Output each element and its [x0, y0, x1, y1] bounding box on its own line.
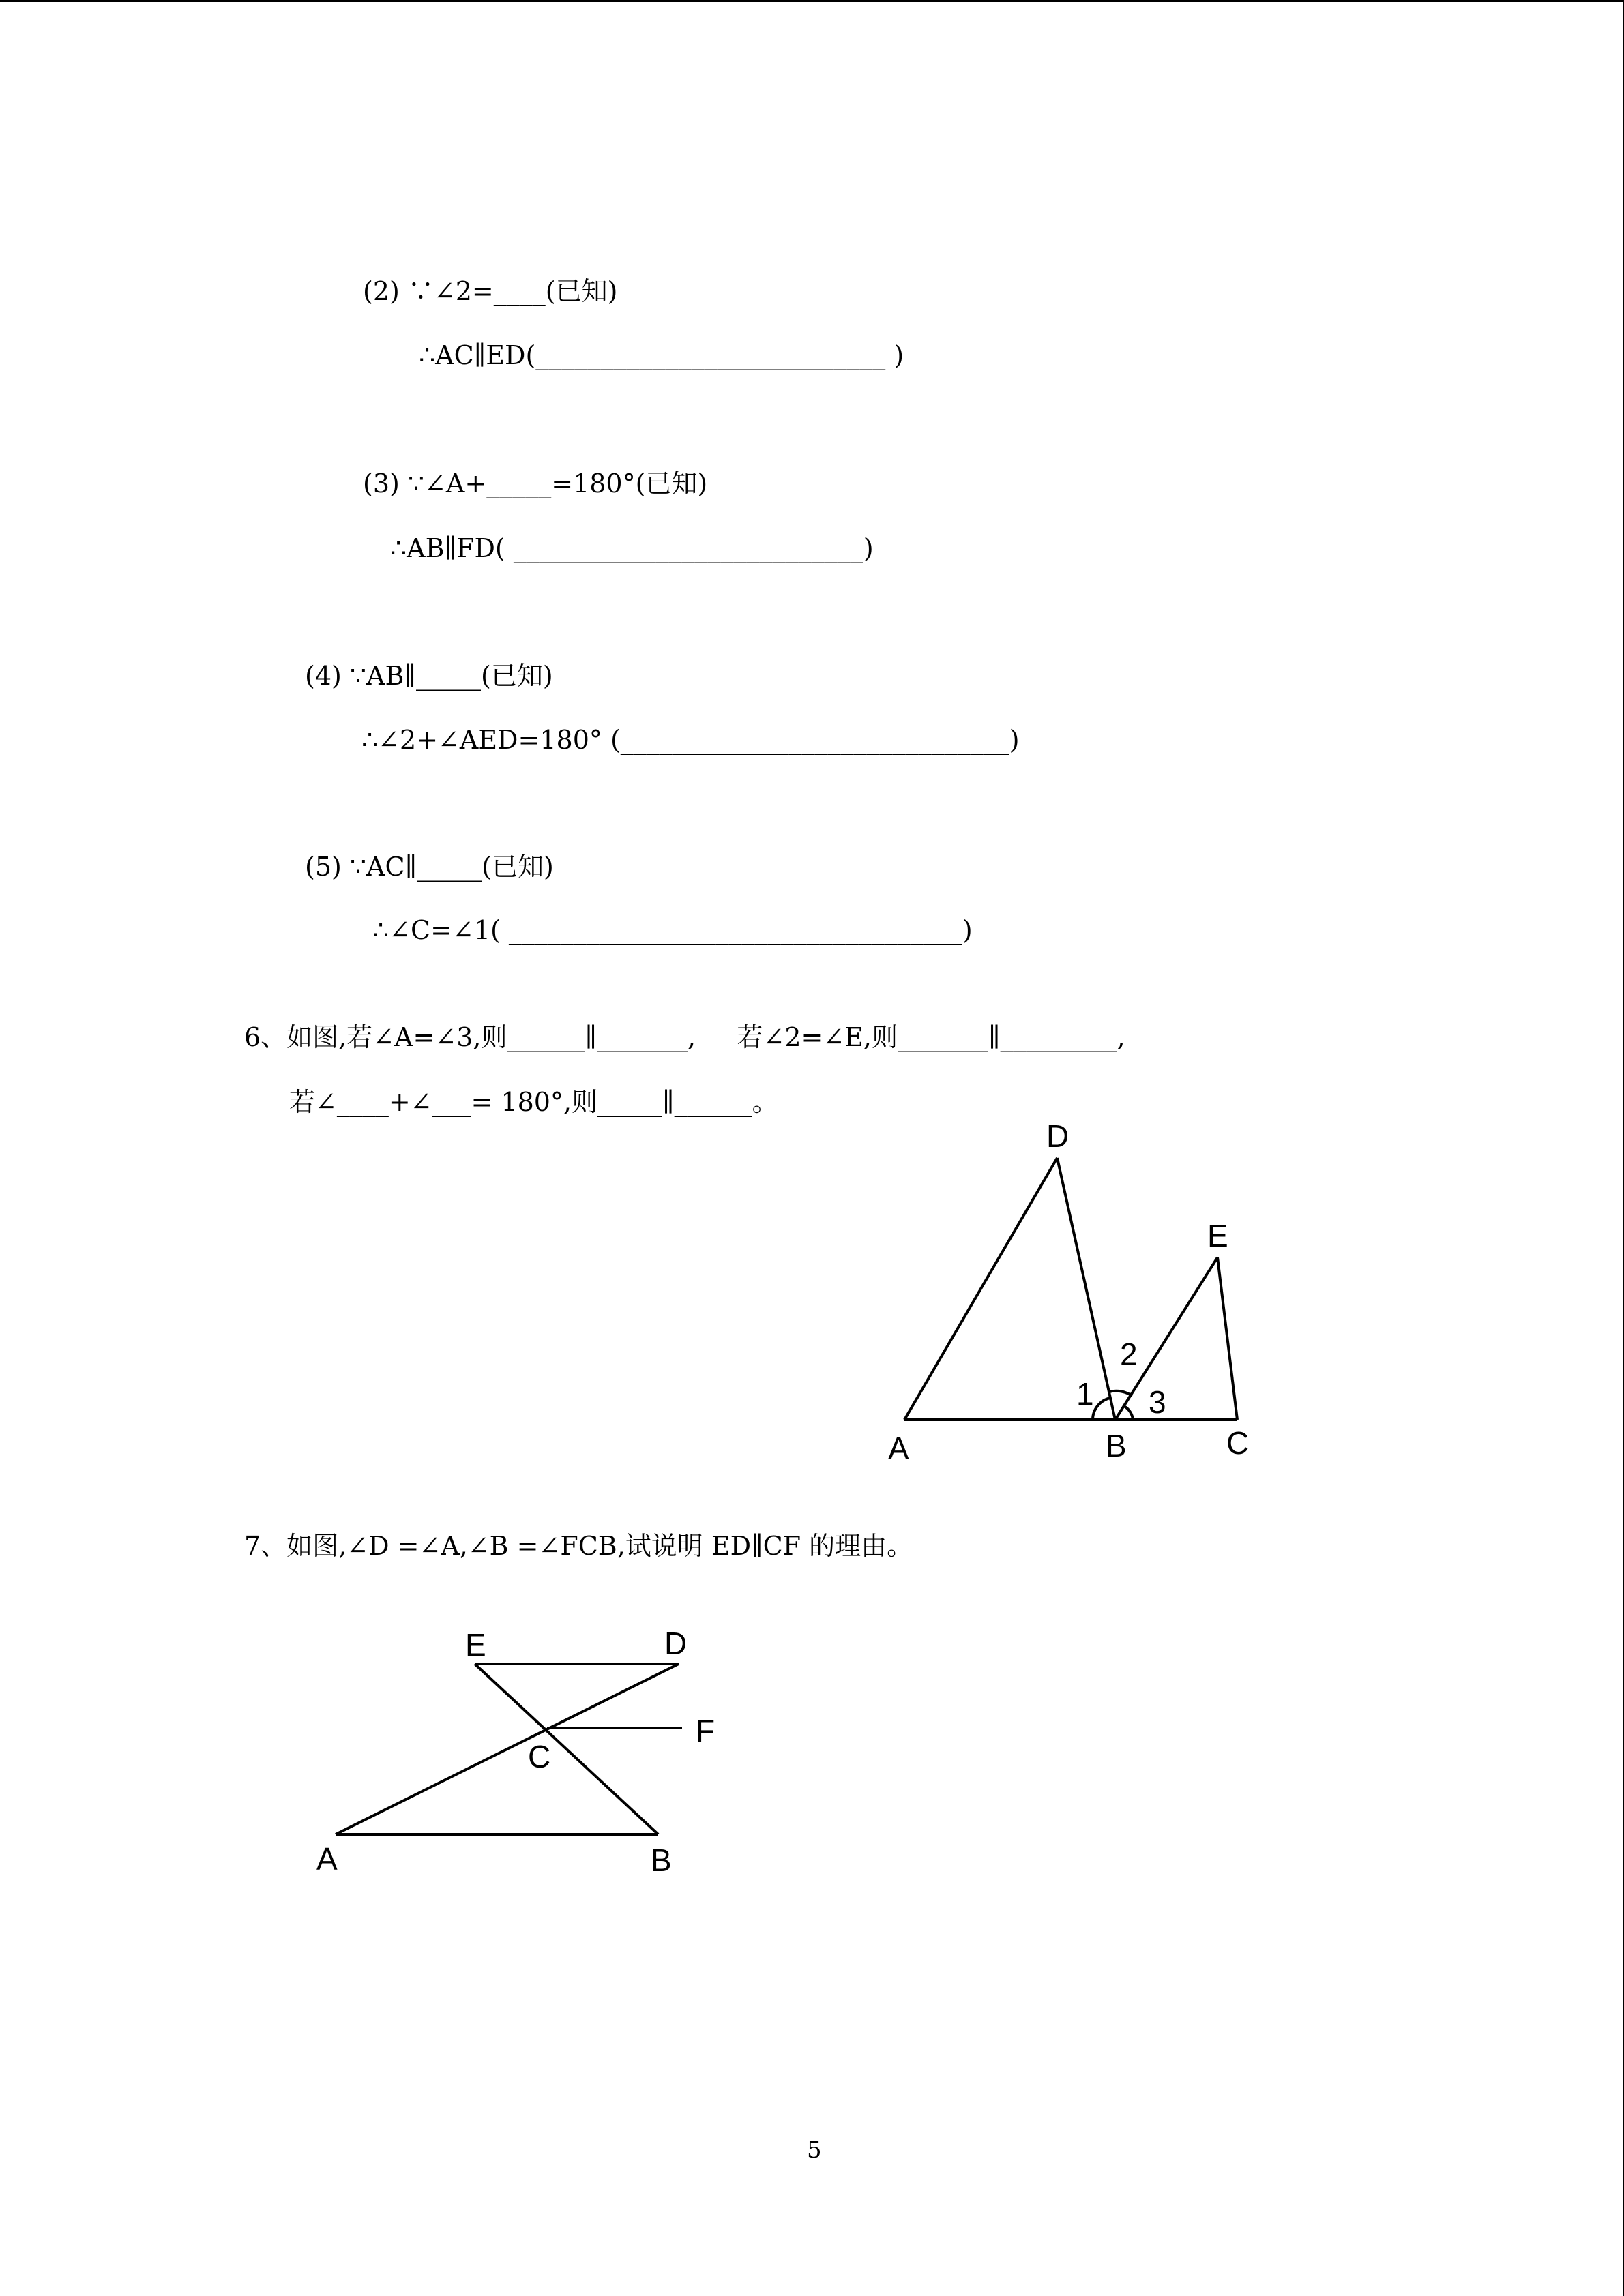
q5-part2-given: (2) ∵∠2=____(已知) [363, 276, 618, 306]
q5-part4-given: (4) ∵AB∥_____(已知) [305, 661, 553, 691]
q6-label-a: A [888, 1431, 909, 1466]
q7-line-eb [475, 1664, 658, 1834]
q5-part3-conclusion: ∴AB∥FD( ___________________________) [390, 533, 874, 563]
q7-label-c: C [528, 1739, 551, 1774]
q6-arc-2 [1109, 1391, 1132, 1396]
q6-text-line2: 若∠____+∠___= 180°,则_____∥______。 [289, 1087, 778, 1117]
q6-label-angle2: 2 [1120, 1337, 1138, 1372]
q7-text: 7、如图,∠D =∠A,∠B =∠FCB,试说明 ED∥CF 的理由。 [244, 1531, 913, 1561]
q6-label-angle1: 1 [1076, 1376, 1094, 1412]
q6-label-c: C [1226, 1425, 1250, 1461]
q6-line-ad [904, 1158, 1057, 1420]
q5-part3-given: (3) ∵∠A+_____=180°(已知) [363, 468, 708, 498]
q6-arc-1 [1093, 1398, 1110, 1420]
q7-label-e: E [465, 1627, 486, 1663]
q5-part5-conclusion: ∴∠C=∠1( ___________________________________) [372, 915, 973, 945]
q7-label-f: F [696, 1713, 715, 1748]
q5-part2-conclusion: ∴AC∥ED(___________________________ ) [419, 340, 904, 370]
q6-arc-3 [1124, 1406, 1133, 1420]
q6-figure [873, 1105, 1282, 1473]
q7-line-ad [336, 1664, 679, 1834]
q6-label-e: E [1207, 1218, 1228, 1253]
q6-label-d: D [1046, 1118, 1069, 1154]
page-number: 5 [807, 2136, 822, 2164]
q6-line-ec [1217, 1257, 1237, 1420]
q7-label-a: A [316, 1841, 338, 1877]
q5-part4-conclusion: ∴∠2+∠AED=180° (______________________________) [361, 725, 1020, 755]
q5-part5-given: (5) ∵AC∥_____(已知) [305, 852, 554, 882]
q7-label-d: D [664, 1626, 688, 1661]
q6-label-angle3: 3 [1149, 1384, 1166, 1420]
q6-text-line1: 6、如图,若∠A=∠3,则______∥_______, 若∠2=∠E,则_______∥_________, [244, 1022, 1125, 1052]
q7-label-b: B [651, 1843, 672, 1878]
q7-figure [300, 1609, 737, 1896]
page-top-border [0, 0, 1624, 2]
q6-label-b: B [1106, 1428, 1127, 1463]
